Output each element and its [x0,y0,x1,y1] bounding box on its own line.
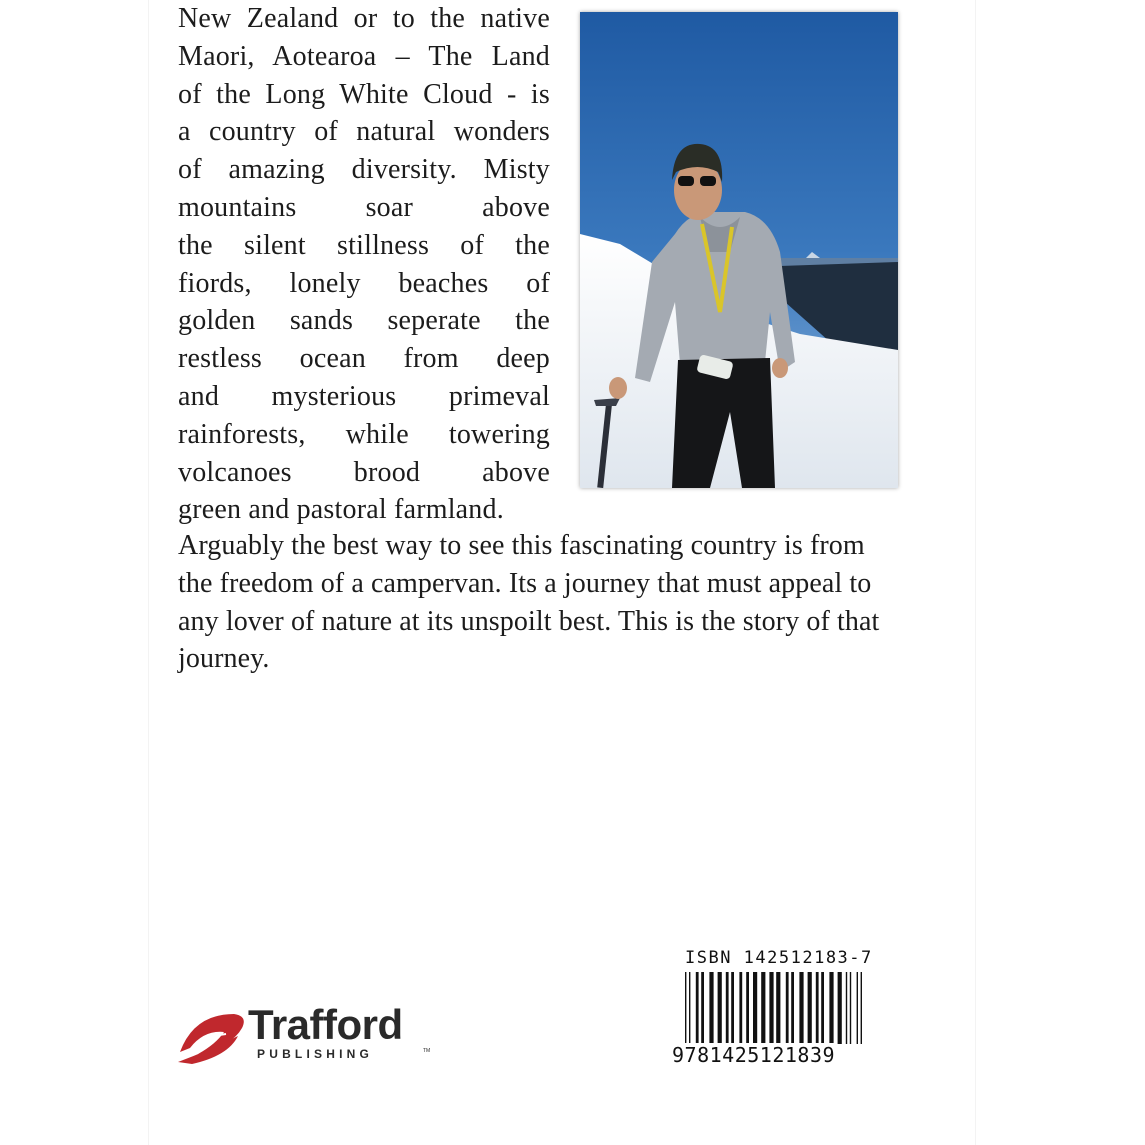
blurb-wide-paragraph [178,527,898,678]
barcode-bar [829,972,833,1044]
blurb-line: and mysterious primeval [178,380,550,412]
barcode-bar [821,972,824,1044]
blurb-line: mountains soar above [178,191,550,223]
barcode-bar [786,972,789,1044]
barcode-bar [791,972,794,1044]
blurb-line: green and pastoral farmland. [178,494,504,526]
blurb-line: Maori, Aotearoa – The Land [178,40,550,72]
author-photo [580,12,898,488]
barcode-bar [850,972,851,1044]
barcode-bar [761,972,765,1044]
barcode-bar [701,972,704,1044]
barcode-bar [696,972,699,1044]
isbn-label: ISBN 142512183-7 [685,948,873,968]
barcode-bar [731,972,734,1044]
barcode-bar [776,972,780,1044]
barcode-bar [838,972,842,1044]
barcode-bar [799,972,803,1044]
blurb-line: restless ocean from deep [178,343,550,375]
page-edge-right [975,0,976,1145]
barcode-bar [685,972,686,1044]
barcode-bar [718,972,722,1044]
page-edge-left [148,0,149,1145]
blurb-narrow-column [178,0,550,529]
barcode-bar [816,972,819,1044]
barcode-bar [753,972,757,1044]
barcode-bar [726,972,729,1044]
blurb-line: volcanoes brood above [178,456,550,488]
barcode-bar [746,972,749,1044]
publisher-tagline: PUBLISHING [257,1047,374,1061]
barcode-bar [709,972,713,1044]
blurb-line: New Zealand or to the native [178,3,550,34]
trademark-mark: TM [423,1048,431,1054]
publisher-name: Trafford [248,1001,403,1048]
barcode-bar [861,972,862,1044]
blurb-line: rainforests, while towering [178,418,550,450]
barcode-bar [808,972,812,1044]
barcode-bar [769,972,773,1044]
barcode-bar [739,972,742,1044]
blurb-line: of amazing diversity. Misty [178,154,550,186]
blurb-line: fiords, lonely beaches of [178,267,550,299]
barcode-bar [689,972,690,1044]
blurb-line: golden sands seperate the [178,305,550,337]
barcode-number: 9781425121839 [672,1043,836,1067]
blurb-line: the silent stillness of the [178,229,550,261]
blurb-line: of the Long White Cloud - is [178,78,550,110]
blurb-line: a country of natural wonders [178,116,550,148]
blurb-paragraph: Arguably the best way to see this fascinating country is from the freedom of a campervan. Its a journey that must appeal to any lover of nature at its unspoilt best. This is the story of that journey. [178,530,880,675]
barcode [683,972,883,1044]
barcode-bar [846,972,847,1044]
barcode-bar [857,972,858,1044]
